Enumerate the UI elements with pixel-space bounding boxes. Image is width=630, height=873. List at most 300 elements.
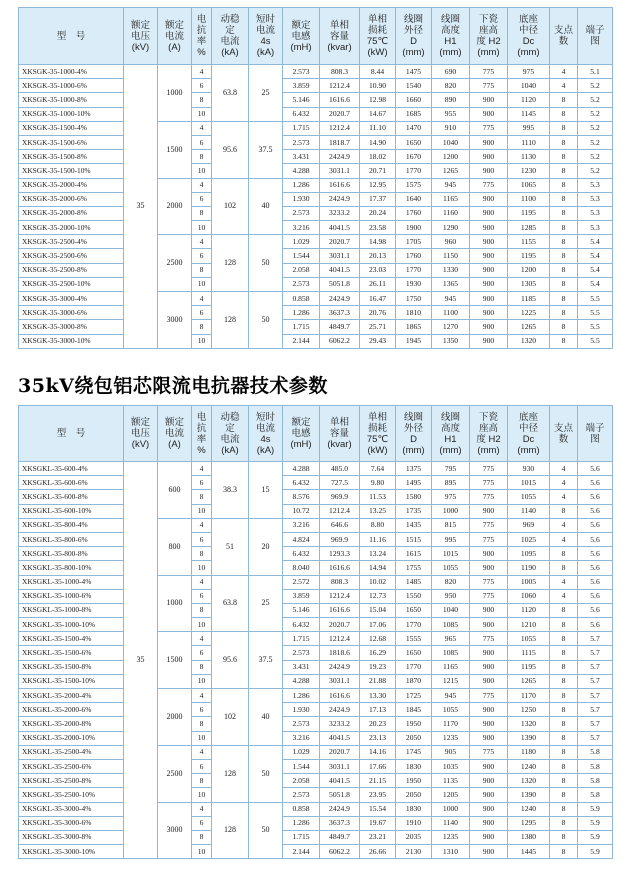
reactance-rate-cell: 4 (192, 689, 212, 703)
loss-cell: 20.13 (360, 249, 396, 263)
base-height-cell: 900 (470, 603, 508, 617)
table-row (19, 178, 613, 192)
header-terminal-diagram (578, 406, 613, 462)
loss-cell: 23.03 (360, 263, 396, 277)
capacity-cell: 2424.9 (320, 703, 360, 717)
table-row (19, 504, 613, 518)
mid-diameter-cell: 1120 (508, 603, 550, 617)
base-height-cell: 900 (470, 249, 508, 263)
outer-diameter-cell: 1770 (396, 618, 432, 632)
terminal-cell: 5.7 (578, 689, 613, 703)
base-height-cell: 900 (470, 830, 508, 844)
loss-cell: 11.53 (360, 490, 396, 504)
coil-height-cell: 1350 (432, 334, 470, 348)
base-height-cell: 775 (470, 476, 508, 490)
header-line: 下瓷 (478, 14, 498, 25)
reactance-rate-cell: 10 (192, 164, 212, 178)
header-single-phase-capacity (320, 406, 360, 462)
mid-diameter-cell: 1380 (508, 830, 550, 844)
header-dynamic-stability-current (212, 406, 249, 462)
header-line: 电压 (130, 428, 150, 439)
terminal-cell: 5.4 (578, 235, 613, 249)
base-height-cell: 900 (470, 292, 508, 306)
reactance-rate-cell: 10 (192, 674, 212, 688)
inductance-cell: 1.930 (283, 703, 320, 717)
table-row (19, 306, 613, 320)
base-height-cell: 900 (470, 618, 508, 632)
support-points-cell: 8 (550, 703, 578, 717)
table-row (19, 107, 613, 121)
coil-height-cell: 1000 (432, 504, 470, 518)
header-line: % (197, 444, 206, 456)
coil-height-cell: 1140 (432, 816, 470, 830)
rated-current-cell: 1500 (158, 632, 192, 689)
table-row (19, 717, 613, 731)
terminal-cell: 5.6 (578, 490, 613, 504)
header-line: (mm) (402, 444, 425, 456)
header-line: 电流 (220, 36, 240, 47)
capacity-cell: 1212.4 (320, 504, 360, 518)
outer-diameter-cell: 1580 (396, 490, 432, 504)
outer-diameter-cell: 1865 (396, 320, 432, 334)
mid-diameter-cell: 1295 (508, 816, 550, 830)
header-line: 高度 (440, 25, 460, 36)
header-line: 下瓷 (478, 411, 498, 423)
outer-diameter-cell: 1770 (396, 263, 432, 277)
capacity-cell: 1616.6 (320, 178, 360, 192)
header-line: (kA) (221, 444, 239, 456)
dynamic-current-cell: 38.3 (212, 462, 249, 519)
coil-height-cell: 1235 (432, 731, 470, 745)
header-rated-voltage (124, 8, 158, 65)
coil-height-cell: 795 (432, 462, 470, 476)
header-line: 定 (225, 25, 235, 36)
loss-cell: 12.68 (360, 632, 396, 646)
coil-height-cell: 1055 (432, 561, 470, 575)
base-height-cell: 900 (470, 135, 508, 149)
support-points-cell: 8 (550, 845, 578, 859)
model-cell: XKSGKL-35-600-10% (19, 504, 124, 518)
short-time-current-cell: 25 (249, 575, 283, 632)
header-line: 电 (196, 411, 207, 423)
mid-diameter-cell: 1115 (508, 646, 550, 660)
header-line: Dc (522, 36, 535, 47)
coil-height-cell: 1040 (432, 135, 470, 149)
capacity-cell: 1616.6 (320, 689, 360, 703)
reactance-rate-cell: 6 (192, 79, 212, 93)
support-points-cell: 8 (550, 603, 578, 617)
mid-diameter-cell: 995 (508, 121, 550, 135)
reactance-rate-cell: 10 (192, 731, 212, 745)
capacity-cell: 969.9 (320, 490, 360, 504)
base-height-cell: 900 (470, 816, 508, 830)
coil-height-cell: 1310 (432, 845, 470, 859)
mid-diameter-cell: 1225 (508, 306, 550, 320)
inductance-cell: 4.288 (283, 164, 320, 178)
header-line: % (197, 47, 206, 58)
header-line: 电流 (255, 25, 275, 36)
header-porcelain-base-height (470, 406, 508, 462)
section-title: 35kV绕包铝芯限流电抗器技术参数 (18, 375, 328, 397)
coil-height-cell: 1205 (432, 788, 470, 802)
outer-diameter-cell: 1375 (396, 462, 432, 476)
coil-height-cell: 1165 (432, 660, 470, 674)
loss-cell: 26.11 (360, 277, 396, 291)
header-line: (A) (168, 41, 181, 53)
header-line: 短时 (255, 411, 275, 423)
capacity-cell: 1212.4 (320, 121, 360, 135)
mid-diameter-cell: 1025 (508, 532, 550, 546)
mid-diameter-cell: 1320 (508, 334, 550, 348)
header-porcelain-base-height (470, 8, 508, 65)
loss-cell: 15.54 (360, 802, 396, 816)
model-cell: XKSGK-35-2500-10% (19, 277, 124, 291)
table-row (19, 674, 613, 688)
header-line: 电流 (255, 422, 275, 434)
loss-cell: 20.24 (360, 206, 396, 220)
capacity-cell: 1616.6 (320, 603, 360, 617)
rated-current-cell: 3000 (158, 802, 192, 859)
coil-height-cell: 820 (432, 575, 470, 589)
header-line: 外径 (403, 25, 423, 36)
capacity-cell: 1293.3 (320, 547, 360, 561)
header-single-phase-loss (360, 8, 396, 65)
header-line: D (410, 433, 417, 445)
model-cell: XKSGK-35-3000-6% (19, 306, 124, 320)
base-height-cell: 900 (470, 93, 508, 107)
loss-cell: 26.66 (360, 845, 396, 859)
coil-height-cell: 1270 (432, 320, 470, 334)
loss-cell: 8.44 (360, 65, 396, 79)
model-cell: XKSGK-35-3000-8% (19, 320, 124, 334)
header-coil-height (432, 8, 470, 65)
support-points-cell: 8 (550, 802, 578, 816)
reactance-rate-cell: 4 (192, 178, 212, 192)
short-time-current-cell: 50 (249, 292, 283, 349)
rated-current-cell: 800 (158, 518, 192, 575)
capacity-cell: 808.3 (320, 65, 360, 79)
capacity-cell: 3031.1 (320, 164, 360, 178)
terminal-cell: 5.4 (578, 263, 613, 277)
support-points-cell: 8 (550, 107, 578, 121)
table-row (19, 703, 613, 717)
support-points-cell: 4 (550, 490, 578, 504)
loss-cell: 11.10 (360, 121, 396, 135)
reactance-rate-cell: 10 (192, 788, 212, 802)
short-time-current-cell: 37.5 (249, 121, 283, 178)
table-row (19, 618, 613, 632)
rated-current-cell: 1000 (158, 575, 192, 632)
inductance-cell: 2.144 (283, 334, 320, 348)
support-points-cell: 8 (550, 235, 578, 249)
inductance-cell: 2.573 (283, 646, 320, 660)
base-height-cell: 775 (470, 79, 508, 93)
header-line: 4s (260, 433, 271, 445)
header-single-phase-loss (360, 406, 396, 462)
outer-diameter-cell: 2050 (396, 788, 432, 802)
coil-height-cell: 1055 (432, 703, 470, 717)
coil-height-cell: 950 (432, 589, 470, 603)
inductance-cell: 0.858 (283, 292, 320, 306)
header-line: 4s (260, 36, 271, 47)
table-row (19, 121, 613, 135)
inductance-cell: 4.288 (283, 674, 320, 688)
header-rated-voltage (124, 406, 158, 462)
dynamic-current-cell: 63.8 (212, 65, 249, 122)
coil-height-cell: 1235 (432, 830, 470, 844)
outer-diameter-cell: 1745 (396, 745, 432, 759)
table-row (19, 802, 613, 816)
header-line: Dc (522, 433, 535, 445)
model-cell: XKSGK-35-1500-4% (19, 121, 124, 135)
inductance-cell: 1.544 (283, 759, 320, 773)
loss-cell: 12.95 (360, 178, 396, 192)
header-line: (mm) (477, 47, 500, 58)
terminal-cell: 5.7 (578, 674, 613, 688)
loss-cell: 18.02 (360, 150, 396, 164)
base-height-cell: 775 (470, 65, 508, 79)
support-points-cell: 8 (550, 320, 578, 334)
mid-diameter-cell: 1240 (508, 759, 550, 773)
outer-diameter-cell: 1930 (396, 277, 432, 291)
table-row (19, 206, 613, 220)
table-row (19, 632, 613, 646)
header-line: 电流 (164, 30, 184, 42)
coil-height-cell: 945 (432, 178, 470, 192)
support-points-cell: 8 (550, 93, 578, 107)
dynamic-current-cell: 95.6 (212, 632, 249, 689)
outer-diameter-cell: 1650 (396, 646, 432, 660)
outer-diameter-cell: 1750 (396, 292, 432, 306)
table-row (19, 65, 613, 79)
terminal-cell: 5.6 (578, 476, 613, 490)
model-cell: XKSGKL-35-1500-6% (19, 646, 124, 660)
terminal-cell: 5.6 (578, 589, 613, 603)
capacity-cell: 3637.3 (320, 306, 360, 320)
base-height-cell: 775 (470, 589, 508, 603)
header-line: 座高 (478, 422, 498, 434)
coil-height-cell: 1015 (432, 547, 470, 561)
header-support-points (550, 8, 578, 65)
terminal-cell: 5.1 (578, 65, 613, 79)
inductance-cell: 2.572 (283, 575, 320, 589)
table-row (19, 774, 613, 788)
capacity-cell: 485.0 (320, 462, 360, 476)
coil-height-cell: 1290 (432, 221, 470, 235)
short-time-current-cell: 50 (249, 235, 283, 292)
header-line: (mm) (517, 47, 540, 58)
dynamic-current-cell: 128 (212, 802, 249, 859)
coil-height-cell: 820 (432, 79, 470, 93)
reactance-rate-cell: 10 (192, 845, 212, 859)
inductance-cell: 2.144 (283, 845, 320, 859)
terminal-cell: 5.6 (578, 618, 613, 632)
header-model (19, 406, 124, 462)
mid-diameter-cell: 1180 (508, 745, 550, 759)
support-points-cell: 8 (550, 674, 578, 688)
base-height-cell: 775 (470, 575, 508, 589)
inductance-cell: 1.029 (283, 235, 320, 249)
reactance-rate-cell: 6 (192, 249, 212, 263)
coil-height-cell: 1170 (432, 717, 470, 731)
header-coil-outer-diameter (396, 8, 432, 65)
dynamic-current-cell: 102 (212, 689, 249, 746)
outer-diameter-cell: 1515 (396, 532, 432, 546)
mid-diameter-cell: 930 (508, 462, 550, 476)
base-height-cell: 900 (470, 150, 508, 164)
reactance-rate-cell: 4 (192, 632, 212, 646)
short-time-current-cell: 40 (249, 178, 283, 235)
terminal-cell: 5.3 (578, 192, 613, 206)
model-cell: XKSGKL-35-600-4% (19, 462, 124, 476)
table-row (19, 164, 613, 178)
model-cell: XKSGK-35-1000-8% (19, 93, 124, 107)
table-row (19, 689, 613, 703)
base-height-cell: 775 (470, 178, 508, 192)
support-points-cell: 8 (550, 221, 578, 235)
base-height-cell: 900 (470, 547, 508, 561)
model-cell: XKSGKL-35-1000-8% (19, 603, 124, 617)
model-cell: XKSGK-35-1000-6% (19, 79, 124, 93)
inductance-cell: 4.824 (283, 532, 320, 546)
base-height-cell: 900 (470, 731, 508, 745)
rated-current-cell: 3000 (158, 292, 192, 349)
terminal-cell: 5.5 (578, 306, 613, 320)
loss-cell: 8.80 (360, 518, 396, 532)
table-row (19, 660, 613, 674)
coil-height-cell: 1000 (432, 802, 470, 816)
mid-diameter-cell: 1100 (508, 192, 550, 206)
header-line: 单相 (329, 19, 349, 31)
rated-current-cell: 600 (158, 462, 192, 519)
loss-cell: 14.98 (360, 235, 396, 249)
coil-height-cell: 1165 (432, 192, 470, 206)
outer-diameter-cell: 1870 (396, 674, 432, 688)
coil-height-cell: 1085 (432, 618, 470, 632)
coil-height-cell: 965 (432, 632, 470, 646)
inductance-cell: 3.216 (283, 518, 320, 532)
header-base-mid-diameter (508, 406, 550, 462)
support-points-cell: 4 (550, 589, 578, 603)
reactance-rate-cell: 8 (192, 490, 212, 504)
loss-cell: 23.13 (360, 731, 396, 745)
header-line: (kV) (131, 439, 150, 450)
support-points-cell: 8 (550, 816, 578, 830)
loss-cell: 10.90 (360, 79, 396, 93)
model-cell: XKSGKL-35-600-6% (19, 476, 124, 490)
header-line: (kvar) (327, 439, 352, 450)
model-cell: XKSGKL-35-2000-8% (19, 717, 124, 731)
model-cell: XKSGKL-35-1000-4% (19, 575, 124, 589)
reactance-rate-cell: 10 (192, 107, 212, 121)
terminal-cell: 5.6 (578, 532, 613, 546)
terminal-cell: 5.2 (578, 79, 613, 93)
base-height-cell: 775 (470, 745, 508, 759)
inductance-cell: 1.286 (283, 689, 320, 703)
header-line: 数 (558, 36, 569, 47)
outer-diameter-cell: 1770 (396, 660, 432, 674)
support-points-cell: 8 (550, 178, 578, 192)
coil-height-cell: 1135 (432, 774, 470, 788)
header-line: 支点 (553, 422, 573, 434)
header-line: (kvar) (327, 41, 352, 53)
support-points-cell: 4 (550, 476, 578, 490)
loss-cell: 19.23 (360, 660, 396, 674)
base-height-cell: 900 (470, 235, 508, 249)
coil-height-cell: 955 (432, 107, 470, 121)
terminal-cell: 5.6 (578, 603, 613, 617)
support-points-cell: 8 (550, 504, 578, 518)
header-line: 电流 (220, 433, 240, 445)
loss-cell: 13.30 (360, 689, 396, 703)
header-short-time-current (249, 406, 283, 462)
capacity-cell: 2020.7 (320, 745, 360, 759)
terminal-cell: 5.9 (578, 845, 613, 859)
reactance-rate-cell: 10 (192, 277, 212, 291)
capacity-cell: 727.5 (320, 476, 360, 490)
header-line: 座高 (478, 25, 498, 36)
header-line: (mH) (290, 41, 312, 53)
coil-height-cell: 945 (432, 689, 470, 703)
inductance-cell: 3.431 (283, 660, 320, 674)
loss-cell: 17.06 (360, 618, 396, 632)
reactance-rate-cell: 8 (192, 717, 212, 731)
header-coil-outer-diameter (396, 406, 432, 462)
terminal-cell: 5.7 (578, 717, 613, 731)
outer-diameter-cell: 1685 (396, 107, 432, 121)
coil-height-cell: 1330 (432, 263, 470, 277)
header-line: (mm) (439, 47, 462, 58)
reactance-rate-cell: 4 (192, 518, 212, 532)
mid-diameter-cell: 969 (508, 518, 550, 532)
terminal-cell: 5.8 (578, 774, 613, 788)
capacity-cell: 4041.5 (320, 221, 360, 235)
loss-cell: 20.76 (360, 306, 396, 320)
reactance-rate-cell: 4 (192, 235, 212, 249)
support-points-cell: 8 (550, 731, 578, 745)
base-height-cell: 900 (470, 320, 508, 334)
capacity-cell: 2424.9 (320, 150, 360, 164)
reactance-rate-cell: 4 (192, 462, 212, 476)
capacity-cell: 1616.6 (320, 561, 360, 575)
loss-cell: 23.21 (360, 830, 396, 844)
mid-diameter-cell: 1265 (508, 320, 550, 334)
terminal-cell: 5.3 (578, 221, 613, 235)
dynamic-current-cell: 51 (212, 518, 249, 575)
loss-cell: 10.02 (360, 575, 396, 589)
mid-diameter-cell: 1265 (508, 674, 550, 688)
mid-diameter-cell: 1170 (508, 689, 550, 703)
capacity-cell: 3031.1 (320, 674, 360, 688)
header-line: 高度 (440, 422, 460, 434)
capacity-cell: 5051.8 (320, 277, 360, 291)
coil-height-cell: 1200 (432, 150, 470, 164)
support-points-cell: 8 (550, 788, 578, 802)
base-height-cell: 775 (470, 462, 508, 476)
support-points-cell: 8 (550, 646, 578, 660)
table-row (19, 263, 613, 277)
outer-diameter-cell: 2050 (396, 731, 432, 745)
mid-diameter-cell: 1015 (508, 476, 550, 490)
base-height-cell: 900 (470, 674, 508, 688)
support-points-cell: 8 (550, 660, 578, 674)
loss-cell: 17.66 (360, 759, 396, 773)
model-cell: XKSGKL-35-3000-8% (19, 830, 124, 844)
outer-diameter-cell: 1495 (396, 476, 432, 490)
support-points-cell: 8 (550, 192, 578, 206)
model-cell: XKSGK-35-2000-10% (19, 221, 124, 235)
header-line: 动稳 (220, 411, 240, 423)
